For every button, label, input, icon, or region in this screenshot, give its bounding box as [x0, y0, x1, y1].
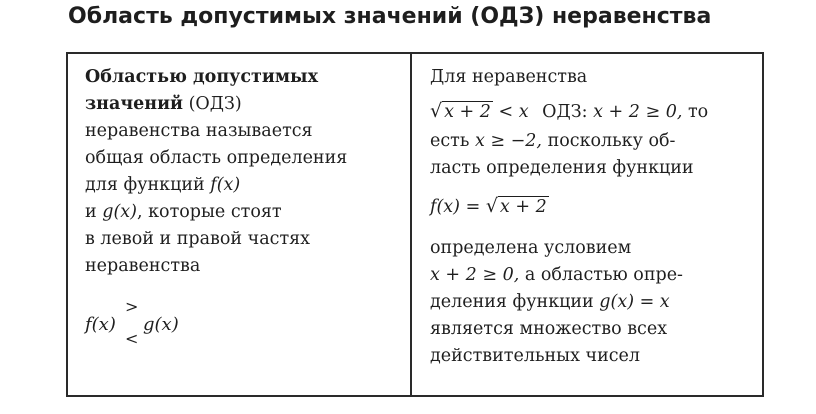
definition-functions-label: для функций	[85, 175, 205, 195]
function-g: g(x)	[102, 202, 137, 222]
example-intro: Для неравенства	[430, 67, 588, 87]
definition-which-text: , которые стоят	[136, 202, 282, 222]
definition-text-line-5	[85, 172, 240, 198]
formula-f: f(x)	[85, 314, 116, 335]
definition-term-line-2	[85, 91, 242, 117]
definition-table	[66, 52, 764, 397]
definition-text-line-7: в левой и правой частях	[85, 229, 311, 249]
example-odz-condition: x + 2 ≥ 0,	[593, 102, 683, 122]
example-line-3	[430, 128, 675, 154]
function-sqrt	[486, 193, 549, 220]
example-inequality-line	[430, 98, 708, 124]
conjunction-and: и	[85, 202, 97, 222]
example-line-6: определена условием	[430, 238, 632, 258]
example-line-8	[430, 289, 670, 315]
sqrt-expression	[430, 98, 493, 125]
definition-text-line-4: общая область определения	[85, 148, 348, 168]
example-line-7	[430, 262, 683, 288]
example-that-word: то	[687, 102, 709, 122]
function-f: f(x)	[210, 175, 241, 195]
example-function-g: g(x) = x	[599, 292, 670, 312]
example-domain-text: а областью опре-	[524, 265, 683, 285]
definition-text-line-6	[85, 199, 282, 225]
example-line-4: ласть определения функции	[430, 158, 694, 178]
function-radical-sign: √	[485, 195, 498, 217]
example-because: поскольку об-	[547, 131, 676, 151]
formula-less-sign: <	[125, 329, 139, 348]
column-divider	[410, 54, 412, 395]
function-f-equals: f(x) =	[430, 197, 481, 217]
formula-g: g(x)	[143, 314, 179, 335]
example-x-condition: x ≥ −2,	[474, 131, 542, 151]
definition-term-line-1: Областью допустимых	[85, 67, 319, 87]
definition-term-abbr: (ОДЗ)	[188, 94, 242, 114]
example-line-10: действительных чисел	[430, 346, 641, 366]
example-odz-label: ОДЗ:	[542, 102, 588, 122]
example-less-than: < x	[498, 102, 529, 122]
definition-text-line-8: неравенства	[85, 256, 201, 276]
example-that-is: есть	[430, 131, 470, 151]
example-line-9: является множество всех	[430, 319, 668, 339]
sqrt-radicand: x + 2	[444, 102, 491, 122]
radical-sign: √	[430, 100, 443, 122]
example-domain-condition: x + 2 ≥ 0,	[430, 265, 520, 285]
example-function-g-label: деления функции	[430, 292, 594, 312]
page-title: Область допустимых значений (ОДЗ) неравенства	[68, 4, 712, 29]
function-radicand: x + 2	[499, 197, 547, 217]
definition-text-line-3: неравенства называется	[85, 121, 313, 141]
example-function-definition	[430, 193, 549, 219]
definition-term-values: значений	[85, 94, 184, 114]
formula-greater-sign: >	[125, 297, 139, 316]
